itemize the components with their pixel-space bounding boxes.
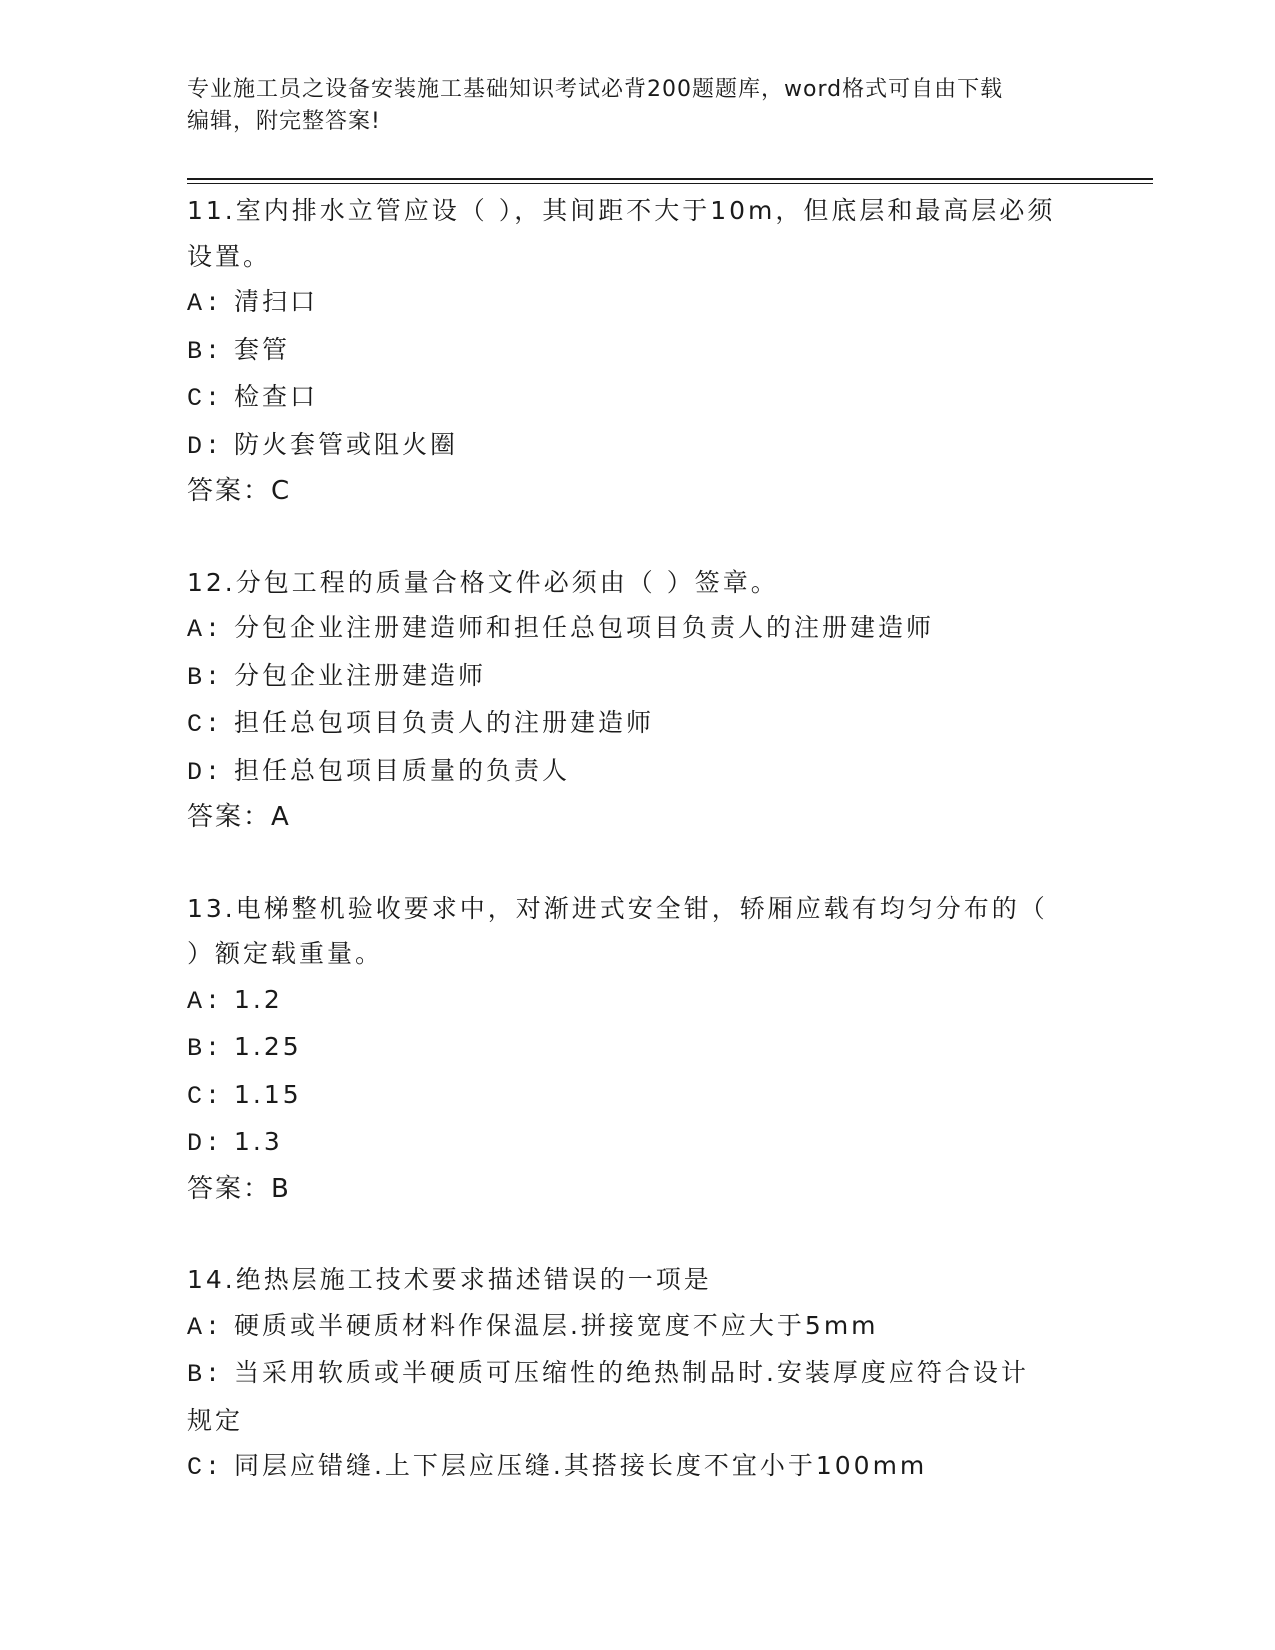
question-spacer [187, 841, 1087, 886]
header-line-2: 编辑，附完整答案! [187, 109, 381, 134]
header-divider-thick [187, 178, 1153, 180]
question-stem-line: 12.分包工程的质量合格文件必须由（ ）签章。 [187, 567, 779, 597]
question-spacer [187, 515, 1087, 560]
option-key: C: [187, 710, 224, 739]
option-b [187, 653, 1067, 701]
option-d [187, 422, 1067, 470]
question-stem-line: ）额定载重量。 [187, 939, 384, 968]
option-b [187, 1350, 1067, 1398]
option-d [187, 1119, 1067, 1167]
option-text: 分包企业注册建造师和担任总包项目负责人的注册建造师 [233, 613, 934, 642]
option-key: A: [187, 986, 224, 1016]
question-14 [187, 1257, 1087, 1491]
option-text: 检查口 [233, 382, 318, 411]
option-key: C: [187, 384, 224, 413]
question-11 [187, 188, 1087, 515]
question-stem-line: 设置。 [187, 241, 272, 271]
option-key: A: [187, 615, 224, 644]
header-divider-thin [187, 183, 1153, 184]
option-key: D: [187, 431, 224, 461]
question-list [187, 188, 1087, 1491]
question-stem-line: 14.绝热层施工技术要求描述错误的一项是 [187, 1265, 712, 1294]
option-text: 1.2 [233, 984, 283, 1014]
question-stem-line: 13.电梯整机验收要求中，对渐进式安全钳，轿厢应载有均匀分布的（ [187, 893, 1048, 923]
option-a [187, 1303, 1067, 1351]
option-text: 套管 [233, 334, 290, 364]
answer-line: 答案：C [187, 476, 292, 506]
option-text: 1.3 [233, 1127, 283, 1156]
option-text: 当采用软质或半硬质可压缩性的绝热制品时.安装厚度应符合设计 [233, 1358, 1029, 1387]
option-b [187, 327, 1067, 375]
option-c [187, 374, 1067, 422]
option-c [187, 1443, 1067, 1491]
option-c [187, 1072, 1067, 1120]
document-header [187, 74, 1067, 138]
option-key: C: [187, 1453, 224, 1482]
option-key: B: [187, 336, 224, 366]
question-13 [187, 886, 1087, 1213]
option-key: B: [187, 662, 224, 692]
option-text: 担任总包项目质量的负责人 [233, 755, 570, 785]
option-text: 分包企业注册建造师 [233, 660, 486, 690]
option-d [187, 748, 1067, 796]
option-c [187, 700, 1067, 748]
option-key: B: [187, 1034, 224, 1063]
option-text: 1.25 [233, 1032, 302, 1061]
option-a [187, 279, 1067, 327]
option-key: A: [187, 1312, 224, 1342]
option-a [187, 605, 1067, 653]
option-key: A: [187, 289, 224, 318]
option-text: 1.15 [233, 1079, 302, 1109]
option-text: 清扫口 [233, 287, 318, 316]
option-b-continued: 规定 [187, 1405, 244, 1435]
header-line-1: 专业施工员之设备安装施工基础知识考试必背200题题库，word格式可自由下载 [187, 77, 1004, 102]
option-text: 同层应错缝.上下层应压缝.其搭接长度不宜小于100mm [233, 1451, 928, 1480]
question-stem-line: 11.室内排水立管应设（ ），其间距不大于10m，但底层和最高层必须 [187, 196, 1056, 225]
option-text: 防火套管或阻火圈 [233, 429, 458, 459]
option-key: D: [187, 1129, 224, 1158]
option-text: 担任总包项目负责人的注册建造师 [233, 708, 654, 737]
question-12 [187, 560, 1087, 841]
answer-line: 答案：A [187, 802, 291, 832]
option-key: B: [187, 1360, 224, 1389]
option-key: C: [187, 1081, 224, 1111]
option-text: 硬质或半硬质材料作保温层.拼接宽度不应大于5mm [233, 1310, 879, 1340]
answer-line: 答案：B [187, 1173, 291, 1204]
option-a [187, 977, 1067, 1025]
option-b [187, 1024, 1067, 1072]
option-key: D: [187, 757, 224, 787]
question-spacer [187, 1212, 1087, 1257]
